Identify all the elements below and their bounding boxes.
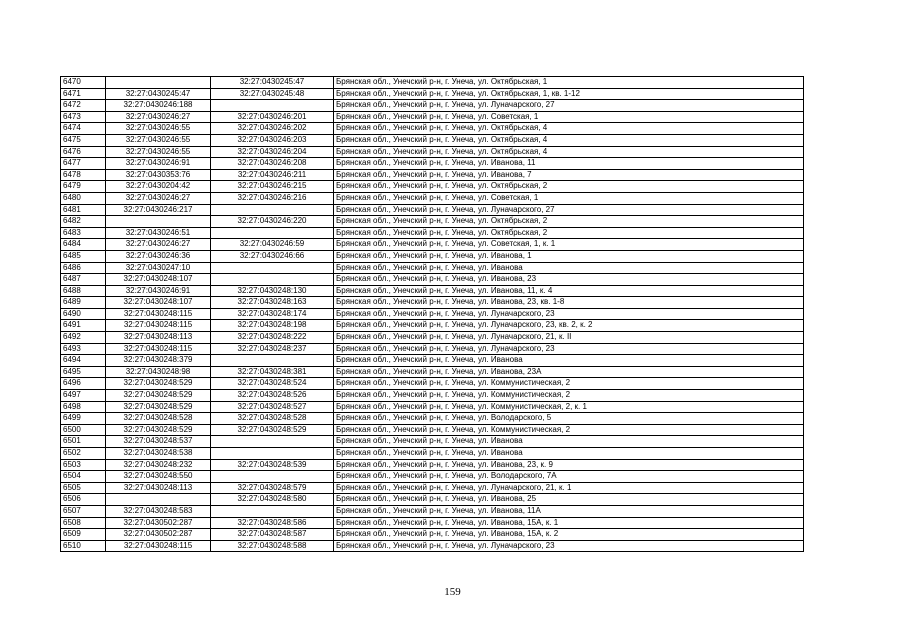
row-number-cell: 6477 <box>61 158 106 170</box>
parent-cadastral-number-cell: 32:27:0430248:529 <box>106 424 211 436</box>
parent-cadastral-number-cell: 32:27:0430248:529 <box>106 390 211 402</box>
cadastral-number-cell <box>211 262 334 274</box>
address-cell: Брянская обл., Унечский р-н, г. Унеча, ул. Октябрьская, 4 <box>334 146 804 158</box>
table-row <box>61 366 804 378</box>
row-number-cell: 6507 <box>61 505 106 517</box>
table-row <box>61 262 804 274</box>
address-cell: Брянская обл., Унечский р-н, г. Унеча, ул. Иванова, 11А <box>334 505 804 517</box>
cadastral-number-cell: 32:27:0430246:203 <box>211 134 334 146</box>
cadastral-number-cell: 32:27:0430248:539 <box>211 459 334 471</box>
address-cell: Брянская обл., Унечский р-н, г. Унеча, ул. Октябрьская, 2 <box>334 181 804 193</box>
table-row <box>61 471 804 483</box>
row-number-cell: 6473 <box>61 111 106 123</box>
parent-cadastral-number-cell: 32:27:0430502:287 <box>106 517 211 529</box>
cadastral-number-cell: 32:27:0430248:526 <box>211 390 334 402</box>
address-cell: Брянская обл., Унечский р-н, г. Унеча, ул. Октябрьская, 2 <box>334 216 804 228</box>
table-row <box>61 123 804 135</box>
address-cell: Брянская обл., Унечский р-н, г. Унеча, ул. Иванова <box>334 262 804 274</box>
parent-cadastral-number-cell: 32:27:0430248:115 <box>106 540 211 552</box>
table-row <box>61 436 804 448</box>
row-number-cell: 6471 <box>61 88 106 100</box>
address-cell: Брянская обл., Унечский р-н, г. Унеча, ул. Иванова, 25 <box>334 494 804 506</box>
row-number-cell: 6474 <box>61 123 106 135</box>
row-number-cell: 6488 <box>61 285 106 297</box>
parent-cadastral-number-cell: 32:27:0430246:51 <box>106 227 211 239</box>
address-cell: Брянская обл., Унечский р-н, г. Унеча, ул. Луначарского, 27 <box>334 204 804 216</box>
table-row <box>61 459 804 471</box>
address-cell: Брянская обл., Унечский р-н, г. Унеча, ул. Октябрьская, 4 <box>334 134 804 146</box>
cadastral-number-cell <box>211 274 334 286</box>
cadastral-number-cell: 32:27:0430248:198 <box>211 320 334 332</box>
address-cell: Брянская обл., Унечский р-н, г. Унеча, ул. Луначарского, 21, к. II <box>334 332 804 344</box>
row-number-cell: 6498 <box>61 401 106 413</box>
address-cell: Брянская обл., Унечский р-н, г. Унеча, ул. Октябрьская, 1, кв. 1-12 <box>334 88 804 100</box>
table-row <box>61 505 804 517</box>
parent-cadastral-number-cell: 32:27:0430246:91 <box>106 285 211 297</box>
address-cell: Брянская обл., Унечский р-н, г. Унеча, ул. Советская, 1 <box>334 192 804 204</box>
table-row <box>61 111 804 123</box>
row-number-cell: 6475 <box>61 134 106 146</box>
address-cell: Брянская обл., Унечский р-н, г. Унеча, ул. Володарского, 7А <box>334 471 804 483</box>
table-row <box>61 88 804 100</box>
table-row <box>61 227 804 239</box>
table-row <box>61 517 804 529</box>
cadastral-number-cell: 32:27:0430246:66 <box>211 250 334 262</box>
table-row <box>61 355 804 367</box>
address-cell: Брянская обл., Унечский р-н, г. Унеча, ул. Иванова, 7 <box>334 169 804 181</box>
cadastral-number-cell: 32:27:0430248:163 <box>211 297 334 309</box>
parent-cadastral-number-cell: 32:27:0430204:42 <box>106 181 211 193</box>
address-cell: Брянская обл., Унечский р-н, г. Унеча, ул. Иванова, 15А, к. 1 <box>334 517 804 529</box>
parent-cadastral-number-cell: 32:27:0430248:529 <box>106 378 211 390</box>
table-row <box>61 378 804 390</box>
parent-cadastral-number-cell: 32:27:0430246:27 <box>106 111 211 123</box>
row-number-cell: 6510 <box>61 540 106 552</box>
row-number-cell: 6481 <box>61 204 106 216</box>
cadastral-number-cell: 32:27:0430248:130 <box>211 285 334 297</box>
table-row <box>61 424 804 436</box>
cadastral-number-cell <box>211 100 334 112</box>
parent-cadastral-number-cell: 32:27:0430248:107 <box>106 274 211 286</box>
cadastral-number-cell: 32:27:0430248:529 <box>211 424 334 436</box>
row-number-cell: 6482 <box>61 216 106 228</box>
cadastral-number-cell: 32:27:0430248:580 <box>211 494 334 506</box>
table-row <box>61 192 804 204</box>
address-cell: Брянская обл., Унечский р-н, г. Унеча, ул. Луначарского, 23 <box>334 343 804 355</box>
cadastral-number-cell: 32:27:0430248:579 <box>211 482 334 494</box>
parent-cadastral-number-cell: 32:27:0430248:550 <box>106 471 211 483</box>
row-number-cell: 6485 <box>61 250 106 262</box>
table-row <box>61 169 804 181</box>
cadastral-number-cell <box>211 471 334 483</box>
table-row <box>61 77 804 89</box>
table-row <box>61 413 804 425</box>
row-number-cell: 6494 <box>61 355 106 367</box>
row-number-cell: 6483 <box>61 227 106 239</box>
parent-cadastral-number-cell: 32:27:0430248:538 <box>106 448 211 460</box>
row-number-cell: 6493 <box>61 343 106 355</box>
parent-cadastral-number-cell: 32:27:0430248:583 <box>106 505 211 517</box>
table-row <box>61 181 804 193</box>
table-body <box>61 77 804 552</box>
parent-cadastral-number-cell: 32:27:0430246:217 <box>106 204 211 216</box>
table-row <box>61 343 804 355</box>
parent-cadastral-number-cell: 32:27:0430246:91 <box>106 158 211 170</box>
parent-cadastral-number-cell: 32:27:0430248:537 <box>106 436 211 448</box>
parent-cadastral-number-cell: 32:27:0430246:55 <box>106 146 211 158</box>
table-row <box>61 540 804 552</box>
parent-cadastral-number-cell: 32:27:0430246:36 <box>106 250 211 262</box>
cadastral-number-cell: 32:27:0430246:216 <box>211 192 334 204</box>
parent-cadastral-number-cell: 32:27:0430246:27 <box>106 239 211 251</box>
address-cell: Брянская обл., Унечский р-н, г. Унеча, ул. Луначарского, 23 <box>334 308 804 320</box>
cadastral-number-cell <box>211 355 334 367</box>
address-cell: Брянская обл., Унечский р-н, г. Унеча, ул. Иванова <box>334 355 804 367</box>
address-cell: Брянская обл., Унечский р-н, г. Унеча, ул. Иванова, 15А, к. 2 <box>334 529 804 541</box>
address-cell: Брянская обл., Унечский р-н, г. Унеча, ул. Иванова, 23 <box>334 274 804 286</box>
row-number-cell: 6487 <box>61 274 106 286</box>
table-row <box>61 482 804 494</box>
row-number-cell: 6500 <box>61 424 106 436</box>
row-number-cell: 6496 <box>61 378 106 390</box>
parent-cadastral-number-cell: 32:27:0430248:529 <box>106 401 211 413</box>
registry-table-container <box>60 76 804 552</box>
cadastral-number-cell <box>211 227 334 239</box>
address-cell: Брянская обл., Унечский р-н, г. Унеча, ул. Луначарского, 23 <box>334 540 804 552</box>
row-number-cell: 6486 <box>61 262 106 274</box>
row-number-cell: 6495 <box>61 366 106 378</box>
parent-cadastral-number-cell <box>106 216 211 228</box>
cadastral-number-cell: 32:27:0430248:222 <box>211 332 334 344</box>
row-number-cell: 6502 <box>61 448 106 460</box>
address-cell: Брянская обл., Унечский р-н, г. Унеча, ул. Октябрьская, 4 <box>334 123 804 135</box>
address-cell: Брянская обл., Унечский р-н, г. Унеча, ул. Октябрьская, 2 <box>334 227 804 239</box>
address-cell: Брянская обл., Унечский р-н, г. Унеча, ул. Советская, 1, к. 1 <box>334 239 804 251</box>
row-number-cell: 6489 <box>61 297 106 309</box>
row-number-cell: 6490 <box>61 308 106 320</box>
parent-cadastral-number-cell: 32:27:0430248:113 <box>106 482 211 494</box>
cadastral-number-cell: 32:27:0430248:527 <box>211 401 334 413</box>
table-row <box>61 274 804 286</box>
cadastral-number-cell: 32:27:0430245:47 <box>211 77 334 89</box>
address-cell: Брянская обл., Унечский р-н, г. Унеча, ул. Луначарского, 21, к. 1 <box>334 482 804 494</box>
table-row <box>61 250 804 262</box>
address-cell: Брянская обл., Унечский р-н, г. Унеча, ул. Луначарского, 27 <box>334 100 804 112</box>
row-number-cell: 6508 <box>61 517 106 529</box>
table-row <box>61 100 804 112</box>
address-cell: Брянская обл., Унечский р-н, г. Унеча, ул. Октябрьская, 1 <box>334 77 804 89</box>
parent-cadastral-number-cell: 32:27:0430248:232 <box>106 459 211 471</box>
parent-cadastral-number-cell: 32:27:0430248:528 <box>106 413 211 425</box>
row-number-cell: 6509 <box>61 529 106 541</box>
table-row <box>61 529 804 541</box>
cadastral-number-cell: 32:27:0430246:59 <box>211 239 334 251</box>
address-cell: Брянская обл., Унечский р-н, г. Унеча, ул. Володарского, 5 <box>334 413 804 425</box>
table-row <box>61 146 804 158</box>
table-row <box>61 216 804 228</box>
table-row <box>61 239 804 251</box>
address-cell: Брянская обл., Унечский р-н, г. Унеча, ул. Иванова, 23, к. 9 <box>334 459 804 471</box>
row-number-cell: 6476 <box>61 146 106 158</box>
table-row <box>61 320 804 332</box>
row-number-cell: 6503 <box>61 459 106 471</box>
address-cell: Брянская обл., Унечский р-н, г. Унеча, ул. Советская, 1 <box>334 111 804 123</box>
address-cell: Брянская обл., Унечский р-н, г. Унеча, ул. Иванова <box>334 436 804 448</box>
table-row <box>61 448 804 460</box>
cadastral-number-cell <box>211 448 334 460</box>
cadastral-number-cell <box>211 505 334 517</box>
table-row <box>61 297 804 309</box>
address-cell: Брянская обл., Унечский р-н, г. Унеча, ул. Иванова, 11, к. 4 <box>334 285 804 297</box>
row-number-cell: 6479 <box>61 181 106 193</box>
cadastral-registry-table <box>60 76 804 552</box>
cadastral-number-cell: 32:27:0430246:204 <box>211 146 334 158</box>
row-number-cell: 6499 <box>61 413 106 425</box>
cadastral-number-cell: 32:27:0430246:201 <box>211 111 334 123</box>
row-number-cell: 6478 <box>61 169 106 181</box>
parent-cadastral-number-cell: 32:27:0430246:55 <box>106 123 211 135</box>
parent-cadastral-number-cell: 32:27:0430248:98 <box>106 366 211 378</box>
parent-cadastral-number-cell: 32:27:0430247:10 <box>106 262 211 274</box>
cadastral-number-cell: 32:27:0430248:381 <box>211 366 334 378</box>
parent-cadastral-number-cell: 32:27:0430246:188 <box>106 100 211 112</box>
address-cell: Брянская обл., Унечский р-н, г. Унеча, ул. Коммунистическая, 2 <box>334 390 804 402</box>
row-number-cell: 6504 <box>61 471 106 483</box>
table-row <box>61 401 804 413</box>
parent-cadastral-number-cell: 32:27:0430248:379 <box>106 355 211 367</box>
parent-cadastral-number-cell <box>106 77 211 89</box>
address-cell: Брянская обл., Унечский р-н, г. Унеча, ул. Иванова <box>334 448 804 460</box>
address-cell: Брянская обл., Унечский р-н, г. Унеча, ул. Коммунистическая, 2 <box>334 378 804 390</box>
row-number-cell: 6505 <box>61 482 106 494</box>
parent-cadastral-number-cell: 32:27:0430248:113 <box>106 332 211 344</box>
cadastral-number-cell: 32:27:0430248:237 <box>211 343 334 355</box>
table-row <box>61 308 804 320</box>
table-row <box>61 390 804 402</box>
cadastral-number-cell <box>211 436 334 448</box>
parent-cadastral-number-cell: 32:27:0430248:107 <box>106 297 211 309</box>
row-number-cell: 6501 <box>61 436 106 448</box>
cadastral-number-cell: 32:27:0430246:220 <box>211 216 334 228</box>
parent-cadastral-number-cell: 32:27:0430246:55 <box>106 134 211 146</box>
cadastral-number-cell: 32:27:0430248:588 <box>211 540 334 552</box>
cadastral-number-cell: 32:27:0430246:208 <box>211 158 334 170</box>
address-cell: Брянская обл., Унечский р-н, г. Унеча, ул. Иванова, 23А <box>334 366 804 378</box>
address-cell: Брянская обл., Унечский р-н, г. Унеча, ул. Коммунистическая, 2, к. 1 <box>334 401 804 413</box>
parent-cadastral-number-cell: 32:27:0430353:76 <box>106 169 211 181</box>
row-number-cell: 6506 <box>61 494 106 506</box>
cadastral-number-cell: 32:27:0430248:528 <box>211 413 334 425</box>
cadastral-number-cell <box>211 204 334 216</box>
address-cell: Брянская обл., Унечский р-н, г. Унеча, ул. Коммунистическая, 2 <box>334 424 804 436</box>
table-row <box>61 494 804 506</box>
table-row <box>61 134 804 146</box>
address-cell: Брянская обл., Унечский р-н, г. Унеча, ул. Иванова, 23, кв. 1-8 <box>334 297 804 309</box>
address-cell: Брянская обл., Унечский р-н, г. Унеча, ул. Луначарского, 23, кв. 2, к. 2 <box>334 320 804 332</box>
address-cell: Брянская обл., Унечский р-н, г. Унеча, ул. Иванова, 1 <box>334 250 804 262</box>
cadastral-number-cell: 32:27:0430246:215 <box>211 181 334 193</box>
parent-cadastral-number-cell: 32:27:0430246:27 <box>106 192 211 204</box>
cadastral-number-cell: 32:27:0430248:174 <box>211 308 334 320</box>
parent-cadastral-number-cell: 32:27:0430245:47 <box>106 88 211 100</box>
table-row <box>61 204 804 216</box>
parent-cadastral-number-cell: 32:27:0430248:115 <box>106 320 211 332</box>
row-number-cell: 6491 <box>61 320 106 332</box>
row-number-cell: 6472 <box>61 100 106 112</box>
table-row <box>61 285 804 297</box>
row-number-cell: 6480 <box>61 192 106 204</box>
cadastral-number-cell: 32:27:0430248:587 <box>211 529 334 541</box>
table-row <box>61 332 804 344</box>
row-number-cell: 6470 <box>61 77 106 89</box>
parent-cadastral-number-cell: 32:27:0430248:115 <box>106 308 211 320</box>
cadastral-number-cell: 32:27:0430248:524 <box>211 378 334 390</box>
cadastral-number-cell: 32:27:0430246:211 <box>211 169 334 181</box>
cadastral-number-cell: 32:27:0430246:202 <box>211 123 334 135</box>
row-number-cell: 6497 <box>61 390 106 402</box>
address-cell: Брянская обл., Унечский р-н, г. Унеча, ул. Иванова, 11 <box>334 158 804 170</box>
page-number: 159 <box>444 586 461 598</box>
parent-cadastral-number-cell: 32:27:0430502:287 <box>106 529 211 541</box>
row-number-cell: 6492 <box>61 332 106 344</box>
parent-cadastral-number-cell <box>106 494 211 506</box>
parent-cadastral-number-cell: 32:27:0430248:115 <box>106 343 211 355</box>
cadastral-number-cell: 32:27:0430248:586 <box>211 517 334 529</box>
row-number-cell: 6484 <box>61 239 106 251</box>
cadastral-number-cell: 32:27:0430245:48 <box>211 88 334 100</box>
table-row <box>61 158 804 170</box>
